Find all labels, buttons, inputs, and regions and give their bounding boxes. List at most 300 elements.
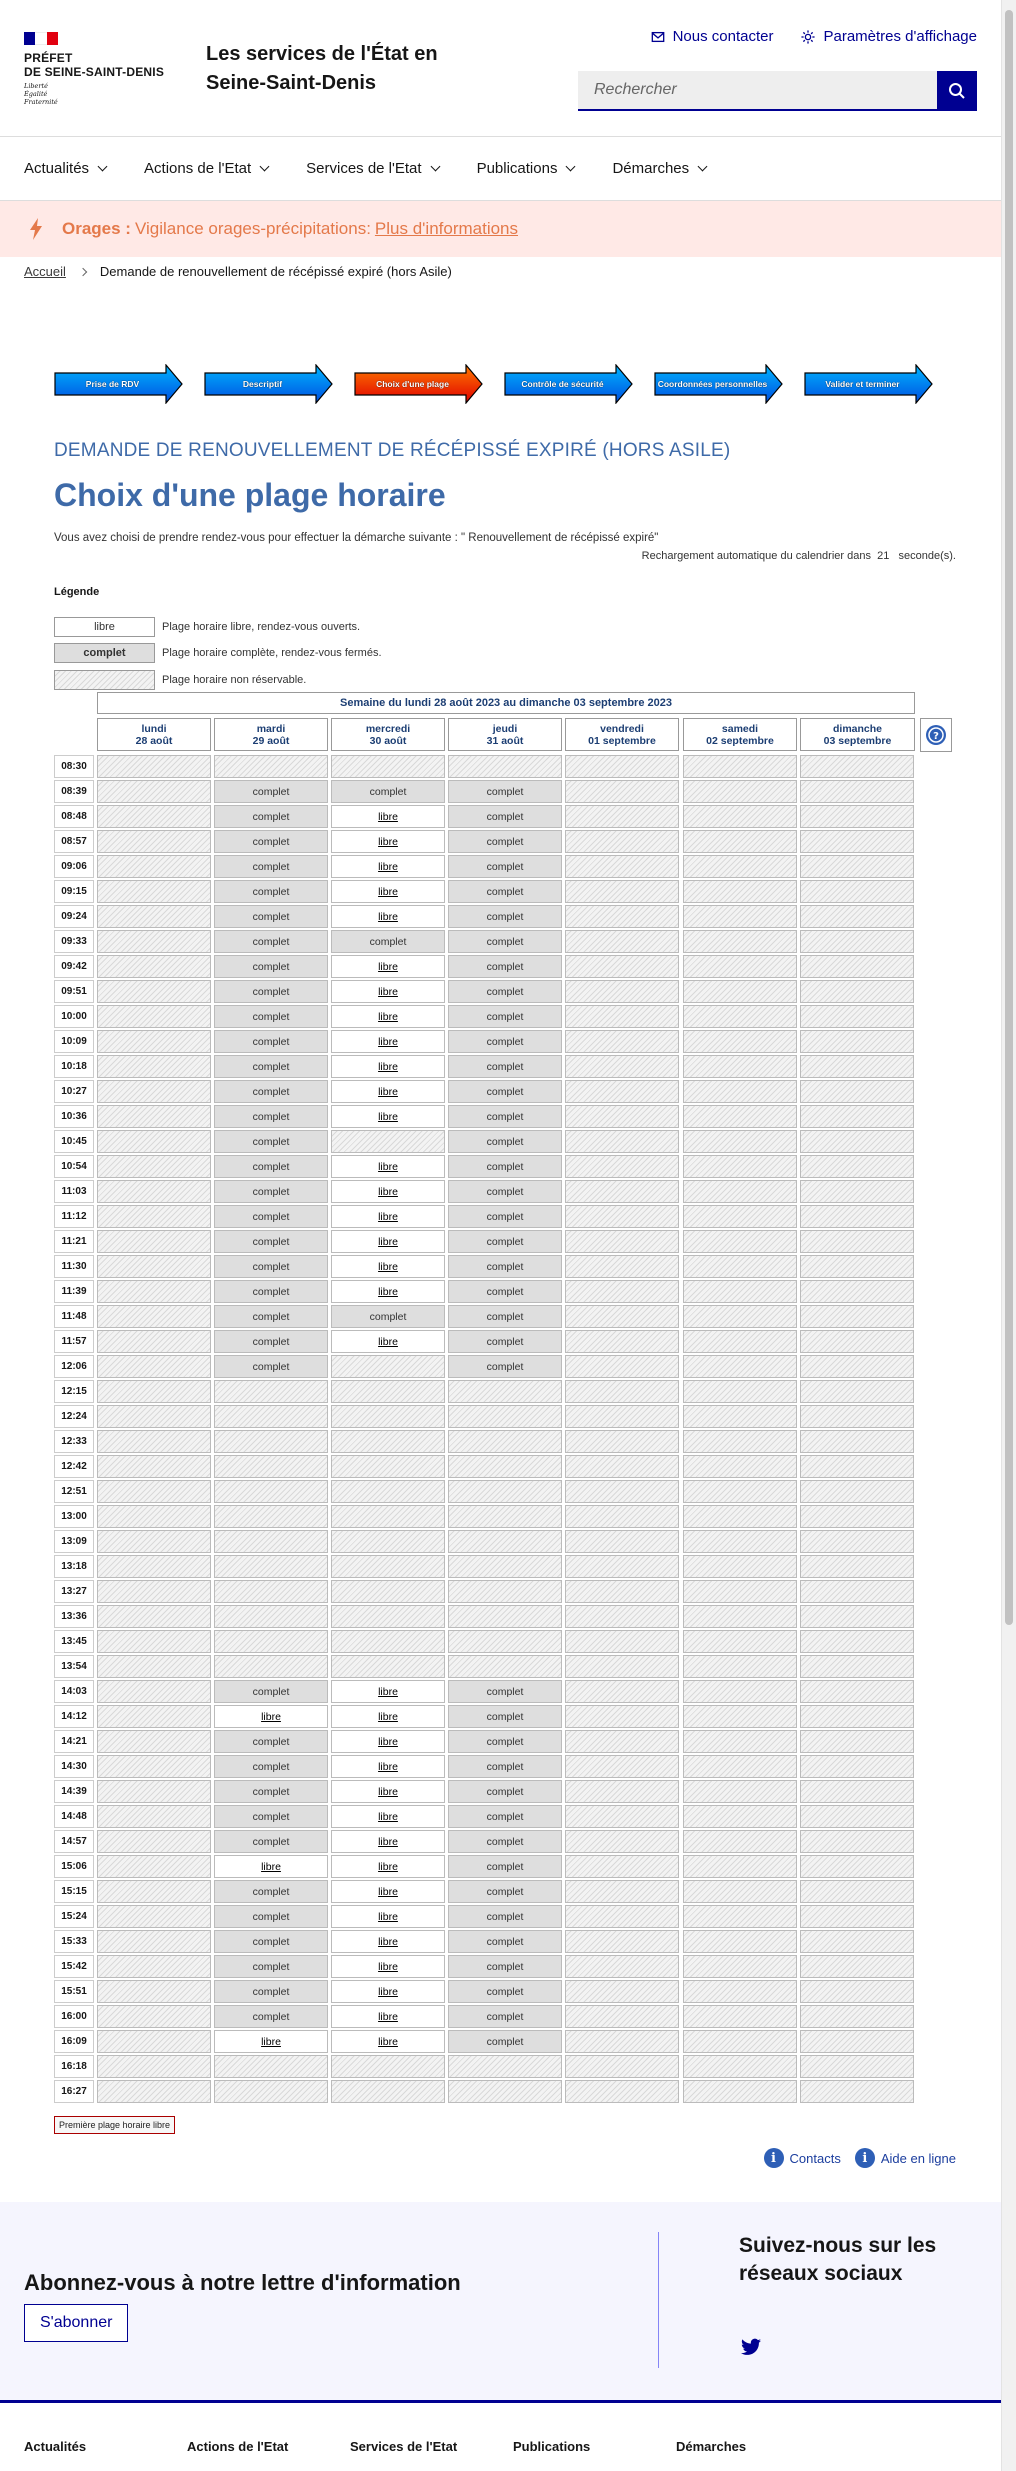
slot-unavailable <box>565 1830 679 1853</box>
slot-unavailable <box>97 1255 211 1278</box>
slot-free-link[interactable]: libre <box>378 2035 398 2048</box>
slot-free-link[interactable]: libre <box>378 1735 398 1748</box>
slot-unavailable <box>683 1605 797 1628</box>
slot-unavailable <box>800 830 914 853</box>
slot-free-link[interactable]: libre <box>378 1785 398 1798</box>
slot-free-link[interactable]: libre <box>378 835 398 848</box>
page-scrollbar[interactable] <box>1001 0 1016 2471</box>
slot-unavailable <box>683 1880 797 1903</box>
slot-unavailable <box>565 855 679 878</box>
slot-unavailable <box>97 2030 211 2053</box>
slot-free-link[interactable]: libre <box>378 1260 398 1273</box>
slot-unavailable <box>683 1630 797 1653</box>
slot-unavailable <box>448 1630 562 1653</box>
slot-unavailable <box>97 1555 211 1578</box>
time-label: 15:15 <box>54 1880 94 1903</box>
time-label: 10:36 <box>54 1105 94 1128</box>
slot-unavailable <box>97 1930 211 1953</box>
slot-free-link[interactable]: libre <box>378 885 398 898</box>
reload-suffix: seconde(s). <box>898 550 956 562</box>
slot-free[interactable] <box>214 1705 328 1728</box>
slot-free[interactable] <box>331 2030 445 2053</box>
alert-more-info-link[interactable]: Plus d'informations <box>374 219 519 238</box>
slot-unavailable <box>800 1730 914 1753</box>
slot-unavailable <box>565 1030 679 1053</box>
nav-item-actions[interactable] <box>144 160 268 177</box>
prefet-logo[interactable] <box>24 32 164 106</box>
time-label: 13:09 <box>54 1530 94 1553</box>
slot-unavailable <box>800 1230 914 1253</box>
slot-free-link[interactable]: libre <box>378 1860 398 1873</box>
slot-free-link[interactable]: libre <box>378 2010 398 2023</box>
slot-unavailable <box>683 1830 797 1853</box>
slot-unavailable <box>214 1630 328 1653</box>
slot-unavailable <box>448 1580 562 1603</box>
slot-unavailable <box>800 1155 914 1178</box>
slot-unavailable <box>683 1855 797 1878</box>
time-label: 11:12 <box>54 1205 94 1228</box>
slot-free[interactable] <box>331 1705 445 1728</box>
slot-unavailable <box>97 1355 211 1378</box>
slot-free-link[interactable]: libre <box>261 2035 281 2048</box>
slot-free-link[interactable]: libre <box>378 985 398 998</box>
nav-label: Actualités <box>24 160 90 177</box>
slot-unavailable <box>97 1855 211 1878</box>
nav-item-demarches[interactable] <box>612 160 706 177</box>
mail-icon <box>651 30 665 44</box>
slot-unavailable <box>800 1305 914 1328</box>
time-label: 15:42 <box>54 1955 94 1978</box>
time-label: 12:42 <box>54 1455 94 1478</box>
day-header-lundi <box>97 718 211 751</box>
nav-item-publications[interactable] <box>477 160 575 177</box>
slot-free[interactable] <box>331 980 445 1003</box>
slot-unavailable <box>565 2055 679 2078</box>
slot-free[interactable] <box>331 1805 445 1828</box>
site-title[interactable]: Les services de l'État en Seine-Saint-Denis <box>206 43 438 94</box>
slot-unavailable <box>800 1855 914 1878</box>
slot-full: complet <box>448 855 562 878</box>
slot-free[interactable] <box>331 1855 445 1878</box>
slot-free[interactable] <box>331 1005 445 1028</box>
legend-title: Légende <box>54 586 100 598</box>
slot-unavailable <box>683 1680 797 1703</box>
time-label: 12:15 <box>54 1380 94 1403</box>
slot-unavailable <box>331 1380 445 1403</box>
slot-free-link[interactable]: libre <box>378 1035 398 1048</box>
slot-full: complet <box>214 1980 328 2003</box>
slot-unavailable <box>97 905 211 928</box>
slot-unavailable <box>97 1530 211 1553</box>
slot-unavailable <box>800 2005 914 2028</box>
main-nav <box>0 137 1001 201</box>
slot-unavailable <box>565 1230 679 1253</box>
time-label: 15:33 <box>54 1930 94 1953</box>
slot-free[interactable] <box>331 1205 445 1228</box>
slot-free-link[interactable]: libre <box>378 1335 398 1348</box>
day-name: vendredi <box>600 723 644 735</box>
slot-unavailable <box>565 1180 679 1203</box>
slot-free[interactable] <box>331 1180 445 1203</box>
reload-prefix: Rechargement automatique du calendrier dans <box>641 550 871 562</box>
time-label: 10:45 <box>54 1130 94 1153</box>
time-label: 16:18 <box>54 2055 94 2078</box>
slot-full: complet <box>214 1105 328 1128</box>
contacts-link[interactable] <box>764 2148 841 2168</box>
footer-link[interactable]: Services de l'Etat <box>350 2439 458 2454</box>
slot-full: complet <box>214 2005 328 2028</box>
slot-free-link[interactable]: libre <box>378 910 398 923</box>
newsletter-title: Abonnez-vous à notre lettre d'information <box>24 2270 461 2295</box>
time-label: 09:15 <box>54 880 94 903</box>
slot-unavailable <box>331 1455 445 1478</box>
slot-unavailable <box>97 1230 211 1253</box>
slot-free[interactable] <box>214 1855 328 1878</box>
step-2 <box>204 364 333 404</box>
reload-countdown: 21 <box>877 550 890 562</box>
subscribe-button[interactable]: S'abonner <box>24 2304 128 2342</box>
slot-free[interactable] <box>331 805 445 828</box>
slot-free-link[interactable]: libre <box>378 1710 398 1723</box>
footer-link[interactable]: Actualités <box>24 2439 87 2454</box>
slot-free-link[interactable]: libre <box>378 1160 398 1173</box>
slot-full: complet <box>214 1180 328 1203</box>
time-label: 14:57 <box>54 1830 94 1853</box>
nav-label: Démarches <box>612 160 690 177</box>
slot-unavailable <box>565 1955 679 1978</box>
slot-unavailable <box>565 1855 679 1878</box>
step-label: Prise de RDV <box>85 379 140 389</box>
time-label: 14:03 <box>54 1680 94 1703</box>
slot-unavailable <box>331 1355 445 1378</box>
day-header-mercredi <box>331 718 445 751</box>
slot-free[interactable] <box>331 1730 445 1753</box>
search-icon <box>948 82 966 100</box>
time-label: 08:30 <box>54 755 94 778</box>
slot-free-link[interactable]: libre <box>378 810 398 823</box>
slot-free[interactable] <box>331 880 445 903</box>
slot-full: complet <box>448 1230 562 1253</box>
slot-unavailable <box>565 1255 679 1278</box>
slot-unavailable <box>800 1780 914 1803</box>
slot-unavailable <box>565 2005 679 2028</box>
step-4 <box>504 364 633 404</box>
slot-free[interactable] <box>331 1755 445 1778</box>
slot-unavailable <box>214 2055 328 2078</box>
slot-free-link[interactable]: libre <box>378 1185 398 1198</box>
slot-full: complet <box>448 1705 562 1728</box>
slot-unavailable <box>565 930 679 953</box>
slot-free-link[interactable]: libre <box>378 1985 398 1998</box>
slot-unavailable <box>331 1530 445 1553</box>
day-date: 01 septembre <box>588 735 656 747</box>
motto-egalite: Égalité <box>24 90 48 98</box>
nav-label: Publications <box>476 160 558 177</box>
slot-unavailable <box>97 1880 211 1903</box>
time-label: 13:00 <box>54 1505 94 1528</box>
search-input[interactable]: Rechercher <box>578 71 937 111</box>
time-label: 13:45 <box>54 1630 94 1653</box>
time-label: 09:06 <box>54 855 94 878</box>
slot-full: complet <box>448 1855 562 1878</box>
slot-unavailable <box>97 855 211 878</box>
slot-unavailable <box>331 1605 445 1628</box>
newsletter-section <box>0 2202 1001 2400</box>
procedure-subtitle: DEMANDE DE RENOUVELLEMENT DE RÉCÉPISSÉ EXPIRÉ (HORS ASILE) <box>54 440 731 461</box>
site-header <box>0 0 1001 137</box>
help-label: Aide en ligne <box>880 2150 956 2166</box>
slot-free-link[interactable]: libre <box>378 1835 398 1848</box>
slot-unavailable <box>800 980 914 1003</box>
slot-unavailable <box>97 1505 211 1528</box>
slot-free-link[interactable]: libre <box>378 1760 398 1773</box>
slot-free[interactable] <box>331 1780 445 1803</box>
slot-free[interactable] <box>331 955 445 978</box>
slot-free[interactable] <box>331 1330 445 1353</box>
slot-free-link[interactable]: libre <box>378 1060 398 1073</box>
slot-free[interactable] <box>331 1980 445 2003</box>
slot-unavailable <box>683 1780 797 1803</box>
slot-unavailable <box>97 755 211 778</box>
slot-full: complet <box>448 1780 562 1803</box>
breadcrumb-home[interactable]: Accueil <box>24 264 66 279</box>
slot-unavailable <box>800 1605 914 1628</box>
twitter-icon[interactable] <box>741 2338 761 2356</box>
slot-unavailable <box>683 1130 797 1153</box>
nav-item-services[interactable] <box>306 160 438 177</box>
slot-unavailable <box>800 1980 914 2003</box>
motto-liberte: Liberté <box>24 82 48 90</box>
slot-unavailable <box>800 755 914 778</box>
day-date: 30 août <box>369 735 407 747</box>
slot-full: complet <box>448 1155 562 1178</box>
slot-free[interactable] <box>331 1680 445 1703</box>
slot-free-link[interactable]: libre <box>378 1210 398 1223</box>
slot-free-link[interactable]: libre <box>378 960 398 973</box>
slot-full: complet <box>214 1355 328 1378</box>
step-label: Contrôle de sécurité <box>521 379 604 389</box>
slot-free[interactable] <box>331 1080 445 1103</box>
time-label: 09:24 <box>54 905 94 928</box>
time-label: 10:09 <box>54 1030 94 1053</box>
slot-unavailable <box>214 1405 328 1428</box>
slot-unavailable <box>683 855 797 878</box>
slot-unavailable <box>97 1805 211 1828</box>
day-date: 31 août <box>486 735 524 747</box>
slot-full: complet <box>448 1180 562 1203</box>
scrollbar-thumb[interactable] <box>1005 10 1013 1625</box>
slot-unavailable <box>97 1655 211 1678</box>
slot-full: complet <box>214 1905 328 1928</box>
footer-link[interactable]: Démarches <box>676 2439 747 2454</box>
slot-unavailable <box>683 1330 797 1353</box>
slot-unavailable <box>800 1830 914 1853</box>
slot-unavailable <box>800 1805 914 1828</box>
slot-free[interactable] <box>331 1230 445 1253</box>
slot-unavailable <box>565 1130 679 1153</box>
slot-free-link[interactable]: libre <box>378 1810 398 1823</box>
slot-unavailable <box>448 755 562 778</box>
slot-free[interactable] <box>331 2005 445 2028</box>
slot-free[interactable] <box>331 1930 445 1953</box>
chevron-right-icon <box>79 267 87 275</box>
slot-unavailable <box>683 1555 797 1578</box>
slot-free-link[interactable]: libre <box>378 1910 398 1923</box>
slot-unavailable <box>448 1480 562 1503</box>
slot-free[interactable] <box>331 905 445 928</box>
slot-unavailable <box>97 880 211 903</box>
slot-unavailable <box>800 2080 914 2103</box>
footer-link[interactable]: Publications <box>513 2439 591 2454</box>
slot-full: complet <box>448 1755 562 1778</box>
slot-unavailable <box>565 1080 679 1103</box>
slot-unavailable <box>97 1330 211 1353</box>
day-date: 29 août <box>252 735 290 747</box>
slot-full: complet <box>214 1930 328 1953</box>
time-label: 11:21 <box>54 1230 94 1253</box>
slot-unavailable <box>683 1530 797 1553</box>
slot-unavailable <box>683 1655 797 1678</box>
time-label: 14:30 <box>54 1755 94 1778</box>
slot-free[interactable] <box>331 1030 445 1053</box>
slot-free[interactable] <box>331 1830 445 1853</box>
slot-unavailable <box>448 1530 562 1553</box>
slot-full: complet <box>214 1005 328 1028</box>
slot-unavailable <box>97 805 211 828</box>
slot-full: complet <box>331 930 445 953</box>
time-label: 14:21 <box>54 1730 94 1753</box>
day-date: 03 septembre <box>823 735 892 747</box>
motto-fraternite: Fraternité <box>24 98 58 106</box>
slot-unavailable <box>97 1905 211 1928</box>
slot-unavailable <box>565 805 679 828</box>
slot-free-link[interactable]: libre <box>378 1960 398 1973</box>
day-name: samedi <box>721 723 759 735</box>
slot-free-link[interactable]: libre <box>261 1710 281 1723</box>
slot-free[interactable] <box>331 1905 445 1928</box>
footer-link[interactable]: Actions de l'Etat <box>187 2439 289 2454</box>
slot-free-link[interactable]: libre <box>378 1235 398 1248</box>
slot-unavailable <box>448 1505 562 1528</box>
slot-full: complet <box>214 905 328 928</box>
slot-unavailable <box>683 1105 797 1128</box>
slot-unavailable <box>565 2030 679 2053</box>
slot-free-link[interactable]: libre <box>378 1110 398 1123</box>
slot-unavailable <box>683 1955 797 1978</box>
slot-unavailable <box>565 1005 679 1028</box>
slot-unavailable <box>97 1105 211 1128</box>
day-header-samedi <box>683 718 797 751</box>
slot-free-link[interactable]: libre <box>378 1285 398 1298</box>
logo-text <box>24 51 164 79</box>
slot-unavailable <box>565 1480 679 1503</box>
slot-full: complet <box>448 1980 562 2003</box>
time-label: 10:00 <box>54 1005 94 1028</box>
slot-unavailable <box>565 1430 679 1453</box>
first-free-slot-button[interactable]: Première plage horaire libre <box>54 2116 175 2134</box>
slot-free-link[interactable]: libre <box>378 1085 398 1098</box>
slot-free[interactable] <box>331 1280 445 1303</box>
slot-free[interactable] <box>214 2030 328 2053</box>
time-label: 16:09 <box>54 2030 94 2053</box>
slot-unavailable <box>683 1005 797 1028</box>
slot-unavailable <box>448 1405 562 1428</box>
slot-free[interactable] <box>331 1880 445 1903</box>
slot-unavailable <box>97 1405 211 1428</box>
slot-full: complet <box>448 905 562 928</box>
legend-swatch-unavailable <box>54 670 155 690</box>
slot-free-link[interactable]: libre <box>378 1685 398 1698</box>
slot-full: complet <box>448 930 562 953</box>
time-label: 12:06 <box>54 1355 94 1378</box>
calendar-help-button[interactable] <box>920 718 952 752</box>
slot-free[interactable] <box>331 830 445 853</box>
slot-free[interactable] <box>331 1955 445 1978</box>
slot-unavailable <box>683 955 797 978</box>
slot-free[interactable] <box>331 855 445 878</box>
slot-free-link[interactable]: libre <box>378 1885 398 1898</box>
alert-label: Orages : <box>62 219 131 238</box>
svg-text:?: ? <box>933 731 939 742</box>
time-label: 12:24 <box>54 1405 94 1428</box>
contact-link[interactable] <box>651 28 774 45</box>
slot-unavailable <box>331 1405 445 1428</box>
slot-full: complet <box>331 780 445 803</box>
slot-full: complet <box>214 1680 328 1703</box>
online-help-link[interactable] <box>855 2148 956 2168</box>
slot-unavailable <box>214 1655 328 1678</box>
slot-free[interactable] <box>331 1055 445 1078</box>
slot-unavailable <box>800 1580 914 1603</box>
slot-unavailable <box>97 1780 211 1803</box>
slot-unavailable <box>800 2030 914 2053</box>
slot-free[interactable] <box>331 1105 445 1128</box>
time-label: 09:42 <box>54 955 94 978</box>
nav-item-actualites[interactable] <box>24 160 106 177</box>
slot-unavailable <box>97 1080 211 1103</box>
sun-icon <box>801 30 815 44</box>
slot-full: complet <box>448 780 562 803</box>
time-label: 12:33 <box>54 1430 94 1453</box>
slot-unavailable <box>800 1055 914 1078</box>
step-1 <box>54 364 183 404</box>
slot-unavailable <box>800 1880 914 1903</box>
search-button[interactable] <box>937 71 977 111</box>
slot-unavailable <box>448 1455 562 1478</box>
slot-full: complet <box>448 1905 562 1928</box>
day-date: 02 septembre <box>706 735 774 747</box>
slot-free[interactable] <box>331 1155 445 1178</box>
slot-unavailable <box>97 1830 211 1853</box>
slot-full: complet <box>214 930 328 953</box>
slot-unavailable <box>800 1180 914 1203</box>
slot-free-link[interactable]: libre <box>261 1860 281 1873</box>
step-5 <box>654 364 783 404</box>
slot-unavailable <box>800 2055 914 2078</box>
slot-unavailable <box>683 1455 797 1478</box>
slot-full: complet <box>214 1055 328 1078</box>
slot-unavailable <box>565 1555 679 1578</box>
slot-free[interactable] <box>331 1255 445 1278</box>
slot-full: complet <box>214 880 328 903</box>
logo-line-1: PRÉFET <box>24 51 73 65</box>
slot-free-link[interactable]: libre <box>378 1935 398 1948</box>
slot-unavailable <box>683 1405 797 1428</box>
slot-free-link[interactable]: libre <box>378 1010 398 1023</box>
display-settings-link[interactable] <box>801 28 977 45</box>
info-icon: i <box>764 2148 784 2168</box>
slot-free-link[interactable]: libre <box>378 860 398 873</box>
